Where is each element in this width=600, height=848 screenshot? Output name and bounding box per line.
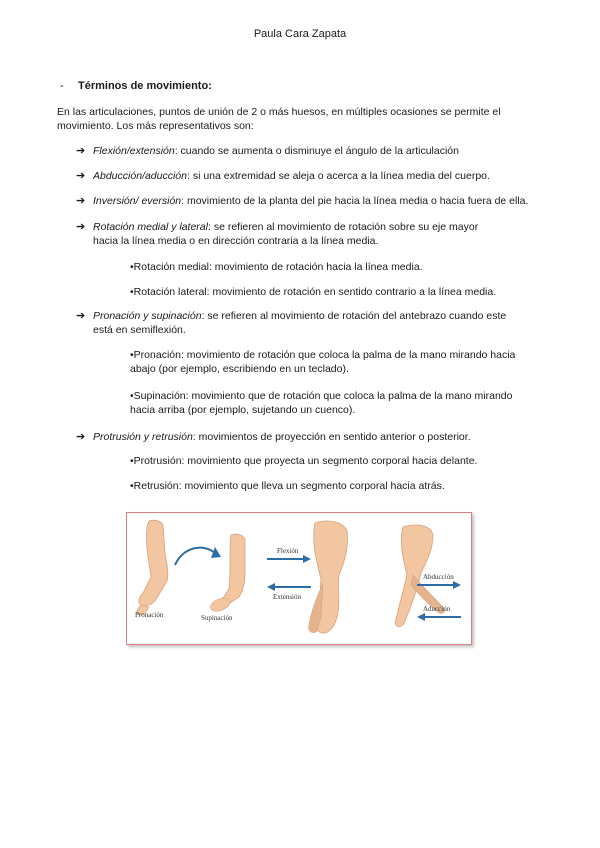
sub-protrusion: •Protrusión: movimiento que proyecta un segmento corporal hacia delante. [130,455,478,467]
sub-pronacion-line1: •Pronación: movimiento de rotación que coloca la palma de la mano mirando hacia [130,349,516,361]
heading-dash: - [60,80,64,92]
sub-rotacion-lateral: •Rotación lateral: movimiento de rotación en sentido contrario a la línea media. [130,286,497,298]
aduction-arrowhead-icon [417,613,425,621]
extension-arrowhead-icon [267,583,275,591]
page-header-author: Paula Cara Zapata [253,28,347,40]
label-pronacion: Pronación [135,611,164,619]
sub-pronacion-line2: abajo (por ejemplo, escribiendo en un teclado). [130,363,349,375]
intro-paragraph: En las articulaciones, puntos de unión de 2 o más huesos, en múltiples ocasiones se permite el movimiento. Los más representativos son: [57,106,501,132]
bullet-term: Rotación medial y lateral [93,221,208,233]
bullet-term: Abducción/aducción [93,170,187,182]
bullet-text: : cuando se aumenta o disminuye el ángulo de la articulación [174,145,459,157]
sub-pronacion [130,348,550,376]
sub-retrusion: •Retrusión: movimiento que lleva un segmento corporal hacia atrás. [130,480,445,492]
sub-supinacion [130,389,550,417]
rotation-arrow-icon [175,548,215,565]
arrow-icon: ➔ [76,221,86,233]
label-flexion: Flexión [277,547,299,555]
label-extension: Extensión [273,593,301,601]
bullet-text: : se refieren al movimiento de rotación sobre su eje mayor [207,221,479,233]
bullet-term: Inversión/ eversión [93,195,182,207]
rotation-arrowhead-icon [211,547,221,558]
bullet-continuation: está en semiflexión. [93,324,186,336]
abduction-arrowhead-icon [453,581,461,589]
pronation-arm-illustration [137,520,168,615]
section-heading [60,80,212,92]
leg-flexion-illustration [309,521,348,633]
arrow-icon: ➔ [76,195,86,207]
movement-illustration-svg [127,513,471,644]
bullet-text: : se refieren al movimiento de rotación del antebrazo cuando este [201,310,507,322]
bullet-text: : movimiento de la planta del pie hacia la línea media o hacia fuera de ella. [181,195,529,207]
bullet-term: Flexión/extensión [93,145,175,157]
bullet-text: : movimientos de proyección en sentido anterior o posterior. [192,431,471,443]
section-title: Términos de movimiento: [78,80,212,92]
bullet-term: Protrusión y retrusión [93,431,193,443]
bullet-term: Pronación y supinación [93,310,202,322]
label-abduccion: Abducción [423,573,454,581]
sub-supinacion-line2: hacia arriba (por ejemplo, sujetando un cuenco). [130,404,356,416]
bullet-text: : si una extremidad se aleja o acerca a la línea media del cuerpo. [186,170,490,182]
arrow-icon: ➔ [76,431,86,443]
arrow-icon: ➔ [76,170,86,182]
arrow-icon: ➔ [76,145,86,157]
sub-supinacion-line1: •Supinación: movimiento que de rotación que coloca la palma de la mano mirando [130,390,513,402]
label-supinacion: Supinación [201,614,233,622]
movement-illustration [126,512,472,645]
supination-arm-illustration [210,534,245,611]
arrow-icon: ➔ [76,310,86,322]
flexion-arrowhead-icon [303,555,311,563]
bullet-continuation: hacia la línea media o en dirección contraria a la línea media. [93,235,379,247]
label-aduccion: Aducción [423,605,451,613]
sub-rotacion-medial: •Rotación medial: movimiento de rotación hacia la línea media. [130,261,423,273]
